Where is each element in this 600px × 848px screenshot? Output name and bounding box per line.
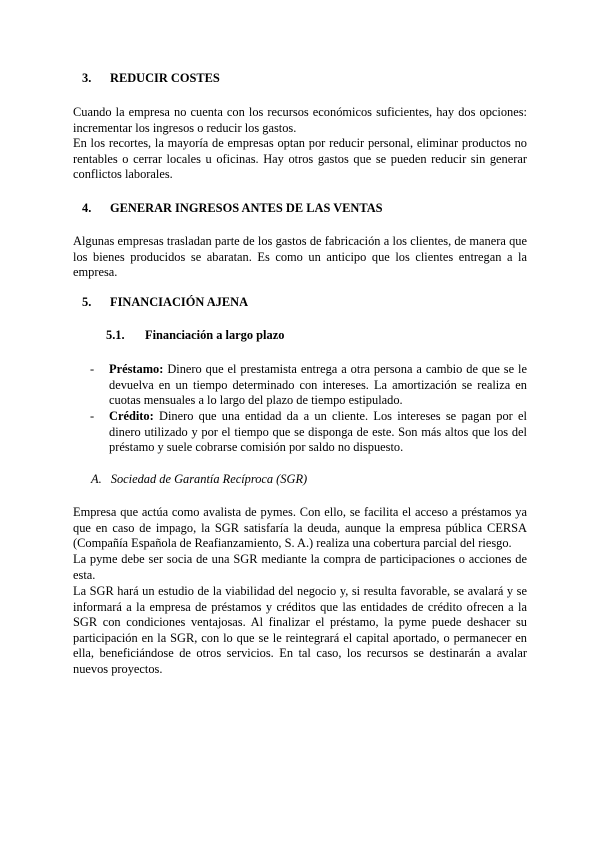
section-title: GENERAR INGRESOS ANTES DE LAS VENTAS xyxy=(110,201,383,215)
definition-prestamo: Dinero que el prestamista entrega a otra persona a cambio de que se le devuelva en un tiempo determinado con intereses. La amortización se realiza en cuotas mensuales a lo largo del plazo de tiempo estipulado. xyxy=(109,362,527,408)
paragraph: Cuando la empresa no cuenta con los recursos económicos suficientes, hay dos opciones: incrementar los ingresos o reducir los gastos. xyxy=(73,105,527,135)
section-title: REDUCIR COSTES xyxy=(110,71,220,85)
term-credito: Crédito: xyxy=(109,409,154,423)
paragraph: Algunas empresas trasladan parte de los gastos de fabricación a los clientes, de manera que los bienes producidos se abaratan. Es como un anticipo que los clientes entregan a la empresa. xyxy=(73,234,527,280)
paragraph: En los recortes, la mayoría de empresas optan por reducir personal, eliminar productos no rentables o cerrar locales u oficinas. Hay otros gastos que se pueden reducir sin generar conflictos laborales. xyxy=(73,136,527,182)
definition-credito: Dinero que una entidad da a un cliente. Los intereses se pagan por el dinero utilizado y por el tiempo que se disponga de este. Son más altos que los del préstamo y suele cobrarse comisión por saldo no dispuesto. xyxy=(109,409,527,455)
section-number: 4. xyxy=(82,201,92,215)
section-title: Financiación a largo plazo xyxy=(145,328,285,342)
list-item-prestamo xyxy=(109,362,527,409)
subsection-a-heading xyxy=(91,472,307,488)
paragraph: La SGR hará un estudio de la viabilidad del negocio y, si resulta favorable, se avalará y se informará a la empresa de préstamos y créditos que las entidades de crédito ofrecen a la SGR con condiciones ventajosas. Al finalizar el préstamo, la pyme puede deshacer su participación en la SGR, con lo que se le reintegrará el capital aportado, o permanecer en ella, beneficiándose de otros servicios. En tal caso, los recursos se destinarán a avalar nuevos proyectos. xyxy=(73,584,527,676)
section-number: 5. xyxy=(82,295,92,309)
section-number: 5.1. xyxy=(106,328,125,342)
paragraph: La pyme debe ser socia de una SGR mediante la compra de participaciones o acciones de esta. xyxy=(73,552,527,582)
subsection-letter: A. xyxy=(91,472,102,486)
list-bullet: - xyxy=(90,362,95,376)
term-prestamo: Préstamo: xyxy=(109,362,164,376)
subsection-title: Sociedad de Garantía Recíproca (SGR) xyxy=(110,472,308,486)
section-title: FINANCIACIÓN AJENA xyxy=(110,295,249,309)
section-number: 3. xyxy=(82,71,92,85)
list-item-credito xyxy=(109,409,527,456)
list-bullet: - xyxy=(90,409,95,423)
paragraph: Empresa que actúa como avalista de pymes. Con ello, se facilita el acceso a préstamos ya que en caso de impago, la SGR satisfaría la deuda, aunque la empresa pública CERSA (Compañía Española de Reafianzamiento, S. A.) realiza una cobertura parcial del riesgo. xyxy=(73,505,527,551)
